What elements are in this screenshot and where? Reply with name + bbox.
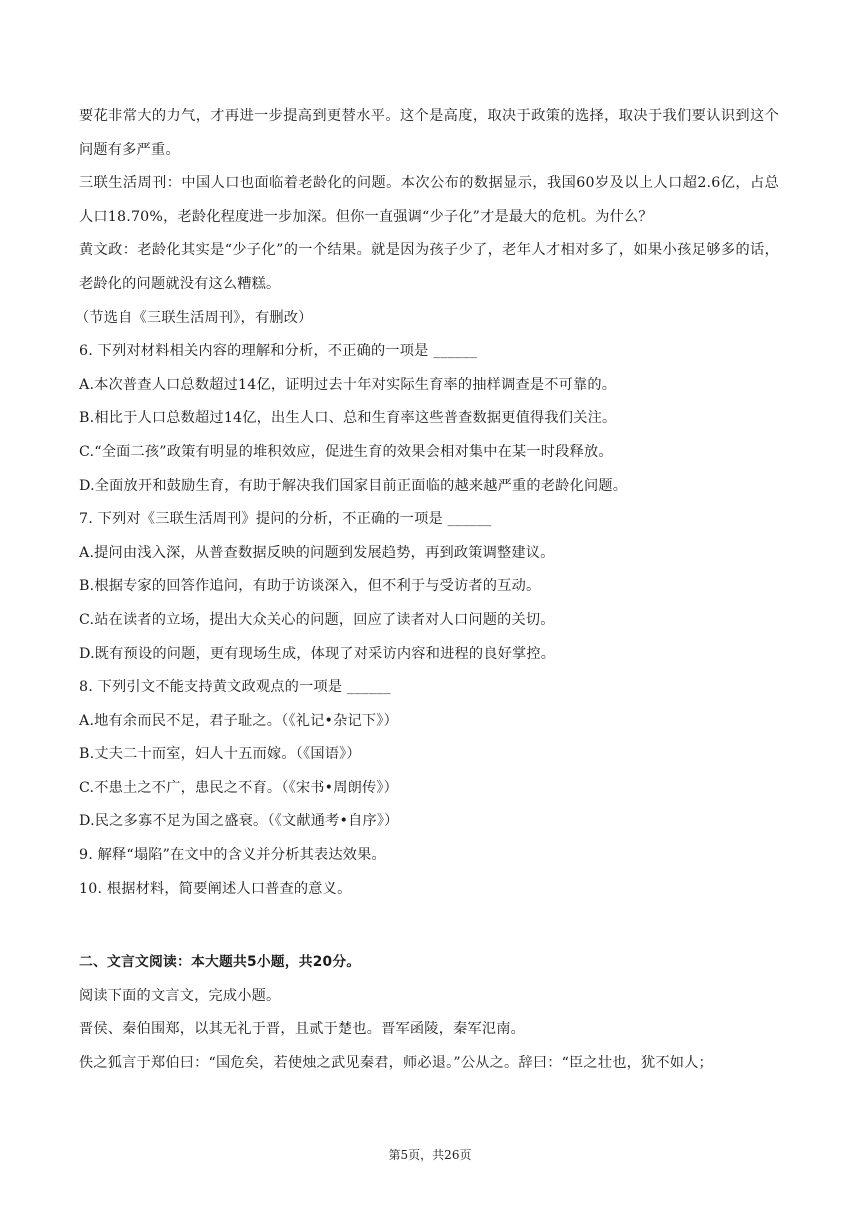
section-2-heading: 二、文言文阅读：本大题共5小题，共20分。 bbox=[79, 954, 361, 971]
emphasis-char: 晋 · bbox=[79, 1021, 93, 1037]
question-6-option-d: D.全面放开和鼓励生育，有助于解决我们国家目前正面临的越来越严重的老龄化问题。 bbox=[79, 477, 628, 494]
question-9: 9. 解释“塌陷”在文中的含义并分析其表达效果。 bbox=[79, 847, 386, 864]
question-6-option-c: C.“全面二孩”政策有明显的堆积效应，促进生育的效果会相对集中在某一时段释放。 bbox=[79, 443, 613, 460]
question-7-option-c: C.站在读者的立场，提出大众关心的问题，回应了读者对人口问题的关切。 bbox=[79, 611, 555, 628]
paragraph-question-aging: 三联生活周刊：中国人口也面临着老龄化的问题。本次公布的数据显示，我国60岁及以上人口超2.6亿，占总人口18.70%，老龄化程度进一步加深。但你一直强调“少子化”才是最大的危机。为什么？ bbox=[79, 175, 779, 225]
question-10: 10. 根据材料，简要阐述人口普查的意义。 bbox=[79, 880, 352, 897]
question-8-option-c: C.不患土之不广，患民之不育。（《宋书•周朗传》） bbox=[79, 779, 399, 796]
question-6-option-b: B.相比于人口总数超过14亿，出生人口、总和生育率这些普查数据更值得我们关注。 bbox=[79, 410, 617, 427]
classical-text-line-1-rest: 侯、秦伯围郑，以其无礼于晋，且贰于楚也。晋军函陵，秦军氾南。 bbox=[93, 1021, 526, 1038]
question-8-stem: 8. 下列引文不能支持黄文政观点的一项是 ______ bbox=[79, 679, 391, 696]
question-7-option-b: B.根据专家的回答作追问，有助于访谈深入，但不利于与受访者的互动。 bbox=[79, 578, 541, 595]
question-8-option-b: B.丈夫二十而室，妇人十五而嫁。（《国语》） bbox=[79, 746, 361, 763]
section-2-instruction: 阅读下面的文言文，完成小题。 bbox=[79, 987, 281, 1004]
classical-text-line-2: 佚之狐言于郑伯曰：“国危矣，若使烛之武见秦君，师必退。”公从之。辞曰：“臣之壮也，犹不如人； bbox=[79, 1055, 713, 1072]
question-7-option-d: D.既有预设的问题，更有现场生成，体现了对采访内容和进程的良好掌控。 bbox=[79, 645, 556, 662]
question-6-option-a: A.本次普查人口总数超过14亿，证明过去十年对实际生育率的抽样调查是不可靠的。 bbox=[79, 376, 617, 393]
paragraph-answer-aging: 黄文政：老龄化其实是“少子化”的一个结果。就是因为孩子少了，老年人才相对多了，如果小孩足够多的话，老龄化的问题就没有这么糟糕。 bbox=[79, 242, 779, 292]
paragraph-policy: 要花非常大的力气，才再进一步提高到更替水平。这个是高度，取决于政策的选择，取决于我们要认识到这个问题有多严重。 bbox=[79, 108, 779, 158]
source-note: （节选自《三联生活周刊》，有删改） bbox=[75, 309, 313, 326]
question-7-option-a: A.提问由浅入深，从普查数据反映的问题到发展趋势，再到政策调整建议。 bbox=[79, 544, 555, 561]
page-footer: 第5页，共26页 bbox=[388, 1148, 472, 1162]
question-7-stem: 7. 下列对《三联生活周刊》提问的分析，不正确的一项是 ______ bbox=[79, 511, 492, 528]
question-8-option-a: A.地有余而民不足，君子耻之。（《礼记•杂记下》） bbox=[79, 712, 398, 729]
page-content bbox=[75, 100, 779, 1081]
question-8-option-d: D.民之多寡不足为国之盛衰。（《文献通考•自序》） bbox=[79, 813, 399, 830]
classical-text-line-1 bbox=[79, 1013, 779, 1047]
question-6-stem: 6. 下列对材料相关内容的理解和分析，不正确的一项是 ______ bbox=[79, 343, 478, 360]
